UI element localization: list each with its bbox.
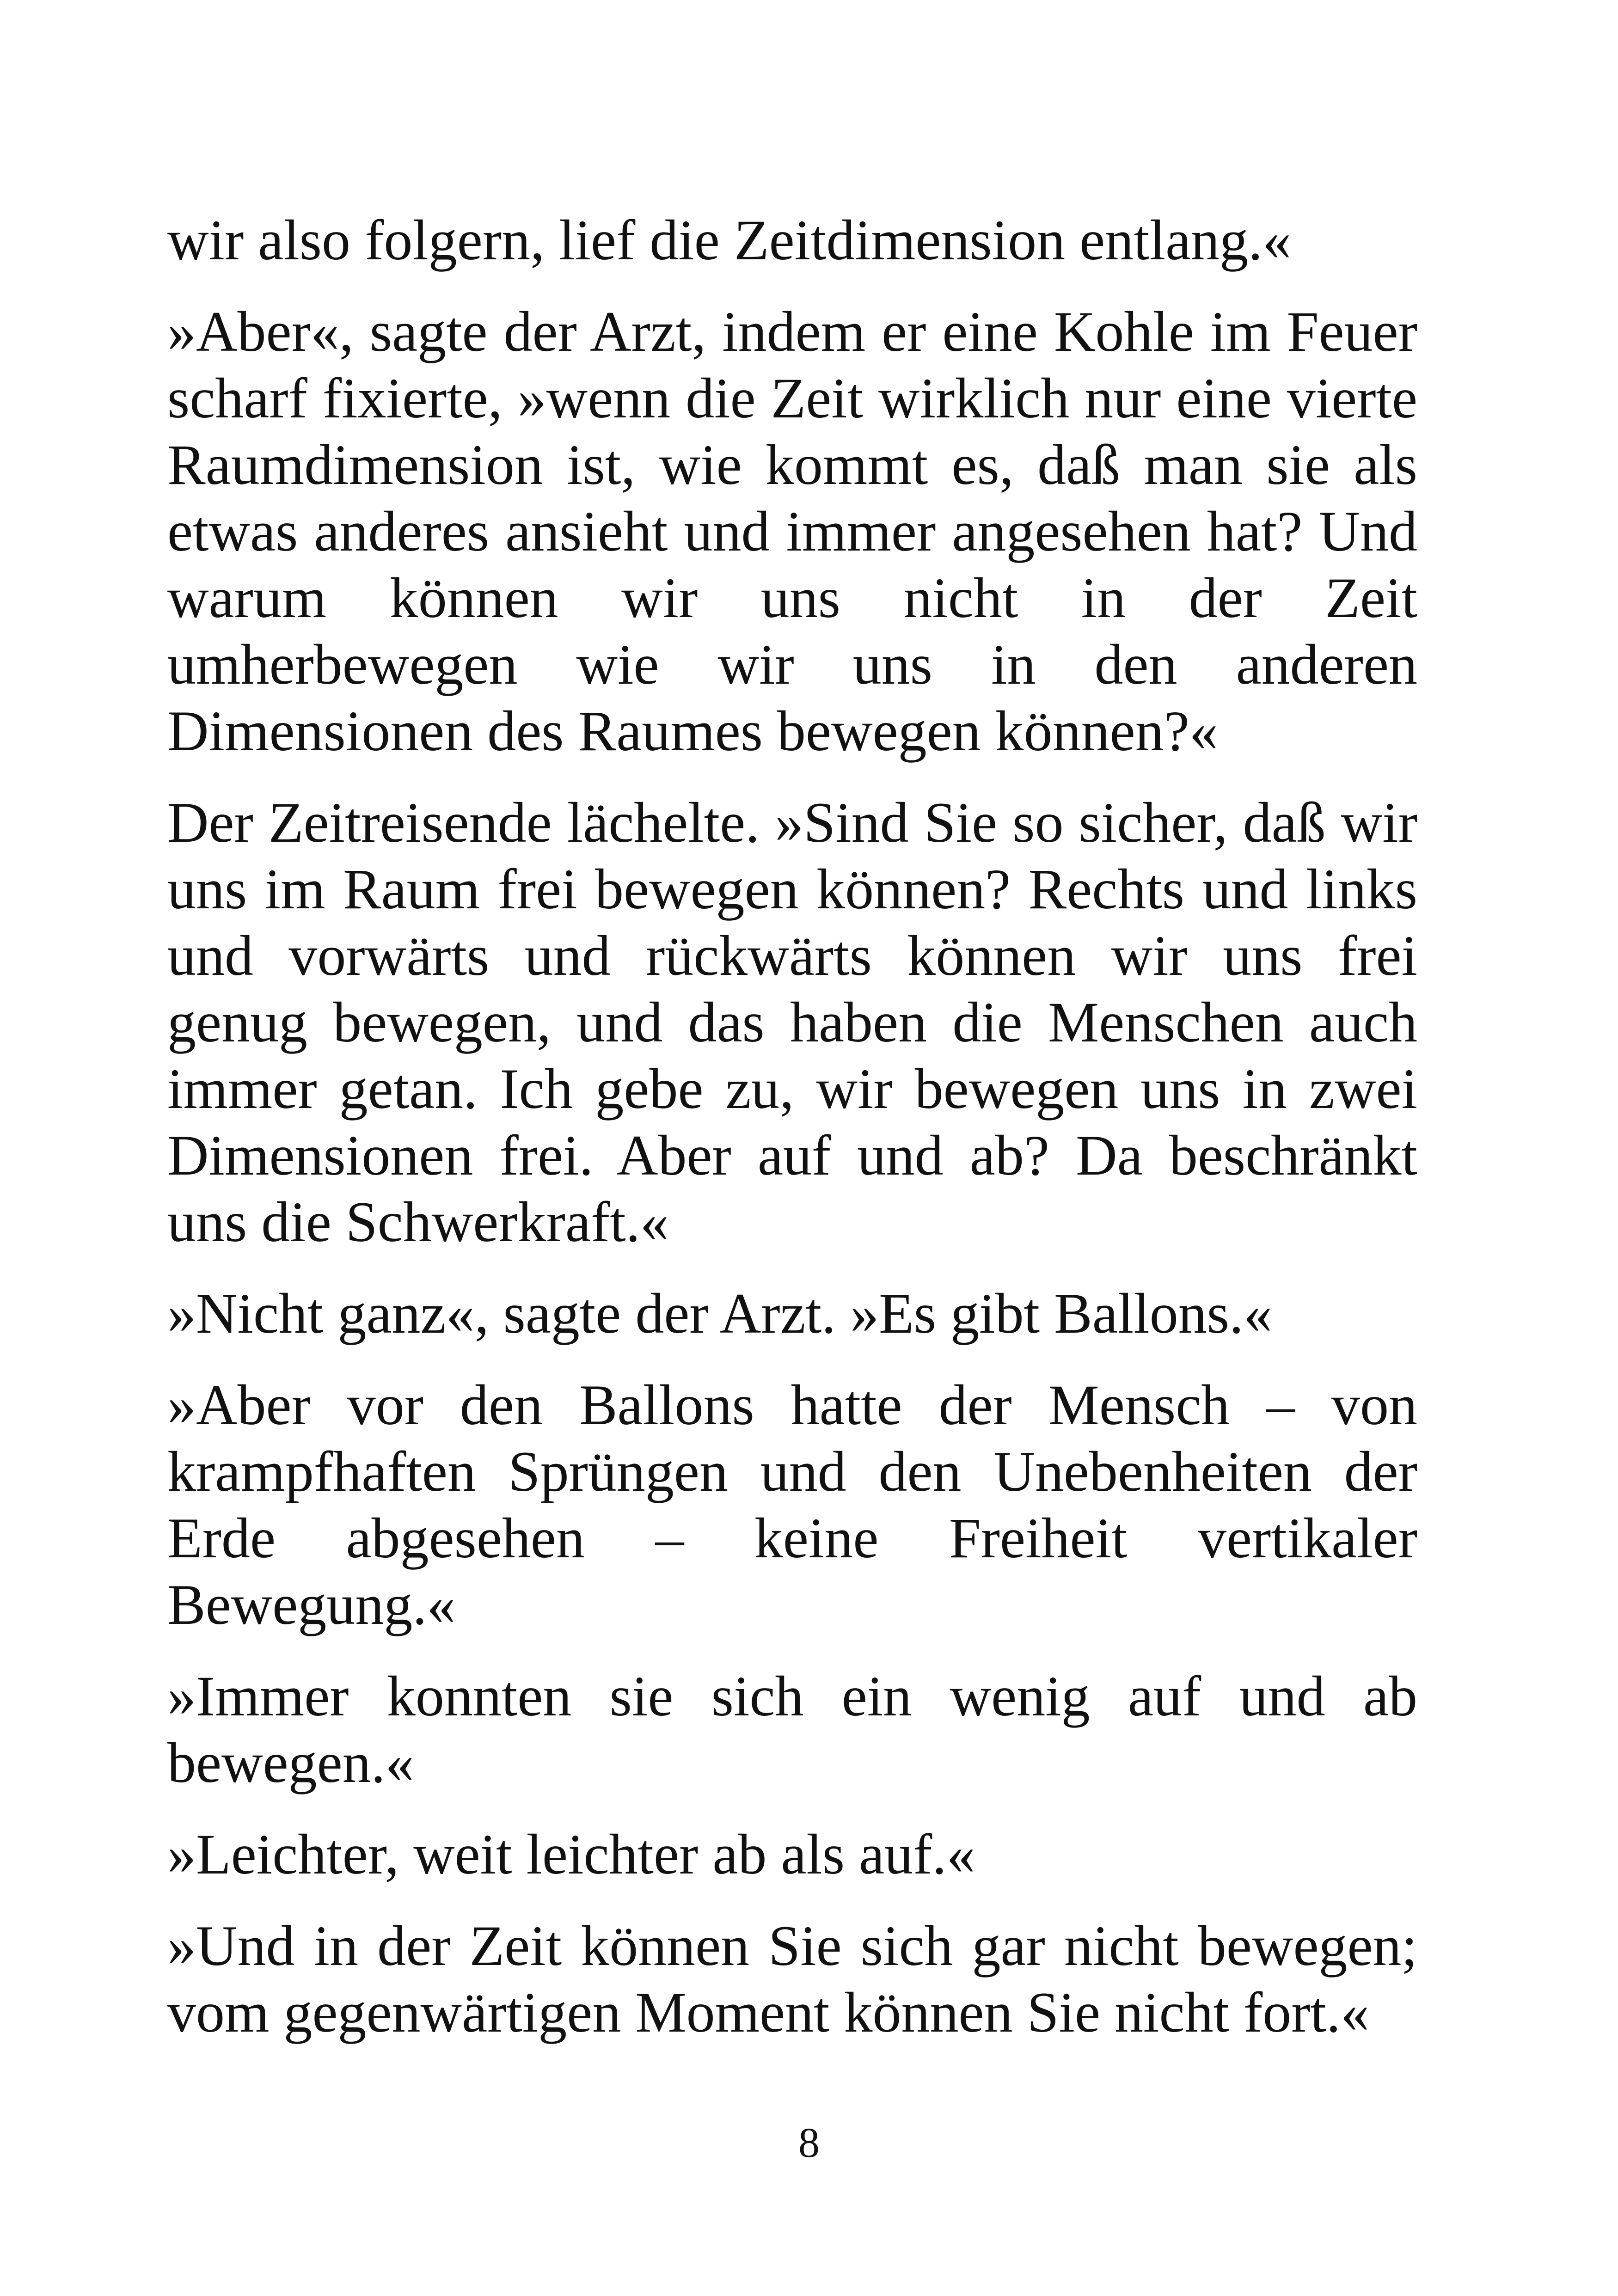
- paragraph-6: »Immer konnten sie sich ein wenig auf und ab bewegen.«: [167, 1665, 1417, 1794]
- body-text: [167, 207, 1417, 2071]
- paragraph-4: »Nicht ganz«, sagte der Arzt. »Es gibt Ballons.«: [167, 1282, 1272, 1345]
- paragraph-1: wir also folgern, lief die Zeitdimension entlang.«: [167, 208, 1292, 272]
- paragraph-8: »Und in der Zeit können Sie sich gar nicht bewegen; vom gegenwärtigen Moment können Sie nicht fort.«: [167, 1914, 1417, 2044]
- paragraph-5: »Aber vor den Ballons hatte der Mensch – von krampfhaften Sprüngen und den Unebenheiten der Erde abgesehen – keine Freiheit vertikaler Bewegung.«: [167, 1373, 1417, 1636]
- page-number: 8: [798, 2119, 820, 2166]
- paragraph-3: Der Zeitreisende lächelte. »Sind Sie so sicher, daß wir uns im Raum frei bewegen können? Rechts und links und vorwärts und rückwärts können wir uns frei genug bewegen, und das haben die Menschen auch immer getan. Ich gebe zu, wir bewegen uns in zwei Dimensionen frei. Aber auf und ab? Da beschränkt uns die Schwerkraft.«: [167, 791, 1417, 1254]
- paragraph-2: »Aber«, sagte der Arzt, indem er eine Kohle im Feuer scharf fixierte, »wenn die Zeit wirklich nur eine vierte Raumdimension ist, wie kommt es, daß man sie als etwas anderes ansieht und immer angesehen hat? Und warum können wir uns nicht in der Zeit umherbewegen wie wir uns in den anderen Dimensionen des Raumes bewegen können?«: [167, 300, 1417, 763]
- paragraph-7: »Leichter, weit leichter ab als auf.«: [167, 1823, 975, 1886]
